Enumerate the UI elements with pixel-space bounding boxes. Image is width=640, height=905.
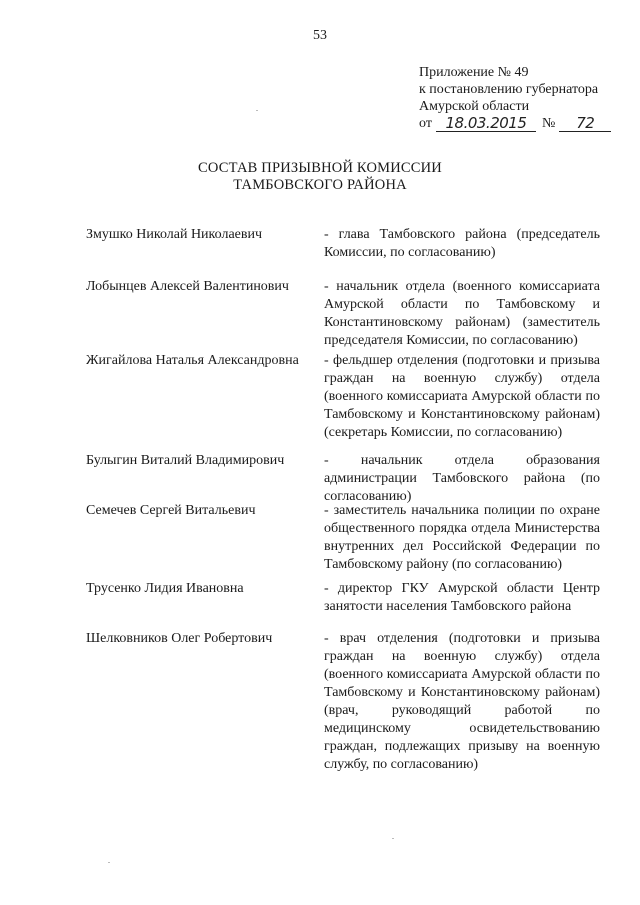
member-name: Жигайлова Наталья Александровна bbox=[86, 353, 299, 368]
member-role: - заместитель начальника полиции по охране общественного порядка отдела Министерства внутренних дел Российской Федерации по Тамбовскому району (по согласованию) bbox=[324, 503, 600, 572]
appendix-decree: к постановлению губернатора bbox=[419, 82, 599, 97]
handwritten-date: 18.03.2015 bbox=[436, 115, 536, 132]
appendix-region: Амурской области bbox=[419, 99, 530, 114]
member-name: Лобынцев Алексей Валентинович bbox=[86, 279, 289, 294]
member-name: Семечев Сергей Витальевич bbox=[86, 503, 256, 518]
appendix-title: Приложение № 49 bbox=[419, 65, 529, 80]
member-role: - начальник отдела образования администрации Тамбовского района (по согласованию) bbox=[324, 453, 600, 504]
document-title bbox=[0, 160, 640, 194]
scan-speck bbox=[256, 110, 258, 111]
member-role: - начальник отдела (военного комиссариата Амурской области по Тамбовскому и Константиновскому районам) (заместитель председателя Комиссии, по согласованию) bbox=[324, 279, 600, 348]
number-label: № bbox=[541, 116, 556, 131]
appendix-block bbox=[419, 64, 619, 132]
title-line-2: ТАМБОВСКОГО РАЙОНА bbox=[233, 177, 407, 193]
title-line-1: СОСТАВ ПРИЗЫВНОЙ КОМИССИИ bbox=[198, 160, 442, 176]
member-name: Булыгин Виталий Владимирович bbox=[86, 453, 285, 468]
member-name: Змушко Николай Николаевич bbox=[86, 227, 263, 242]
scan-speck bbox=[392, 838, 394, 839]
handwritten-number: 72 bbox=[559, 115, 611, 132]
member-role: - директор ГКУ Амурской области Центр занятости населения Тамбовского района bbox=[324, 581, 600, 614]
scan-speck bbox=[108, 862, 110, 863]
from-label: от bbox=[419, 116, 432, 131]
member-name: Трусенко Лидия Ивановна bbox=[86, 581, 244, 596]
member-role: - глава Тамбовского района (председатель Комиссии, по согласованию) bbox=[324, 227, 600, 260]
member-role: - фельдшер отделения (подготовки и призыва граждан на военную службу) отдела (военного комиссариата Амурской области по Тамбовскому и Константиновскому районам) (секретарь Комиссии, по согласованию) bbox=[324, 353, 600, 440]
page-number: 53 bbox=[313, 28, 327, 43]
member-name: Шелковников Олег Робертович bbox=[86, 631, 273, 646]
member-role: - врач отделения (подготовки и призыва граждан на военную службу) отдела (военного комиссариата Амурской области по Тамбовскому и Константиновскому районам) (врач, руководящий работой по медицинскому освидетельствованию граждан, подлежащих призыву на военную службу, по согласованию) bbox=[324, 631, 600, 772]
appendix-date-number bbox=[419, 115, 619, 132]
